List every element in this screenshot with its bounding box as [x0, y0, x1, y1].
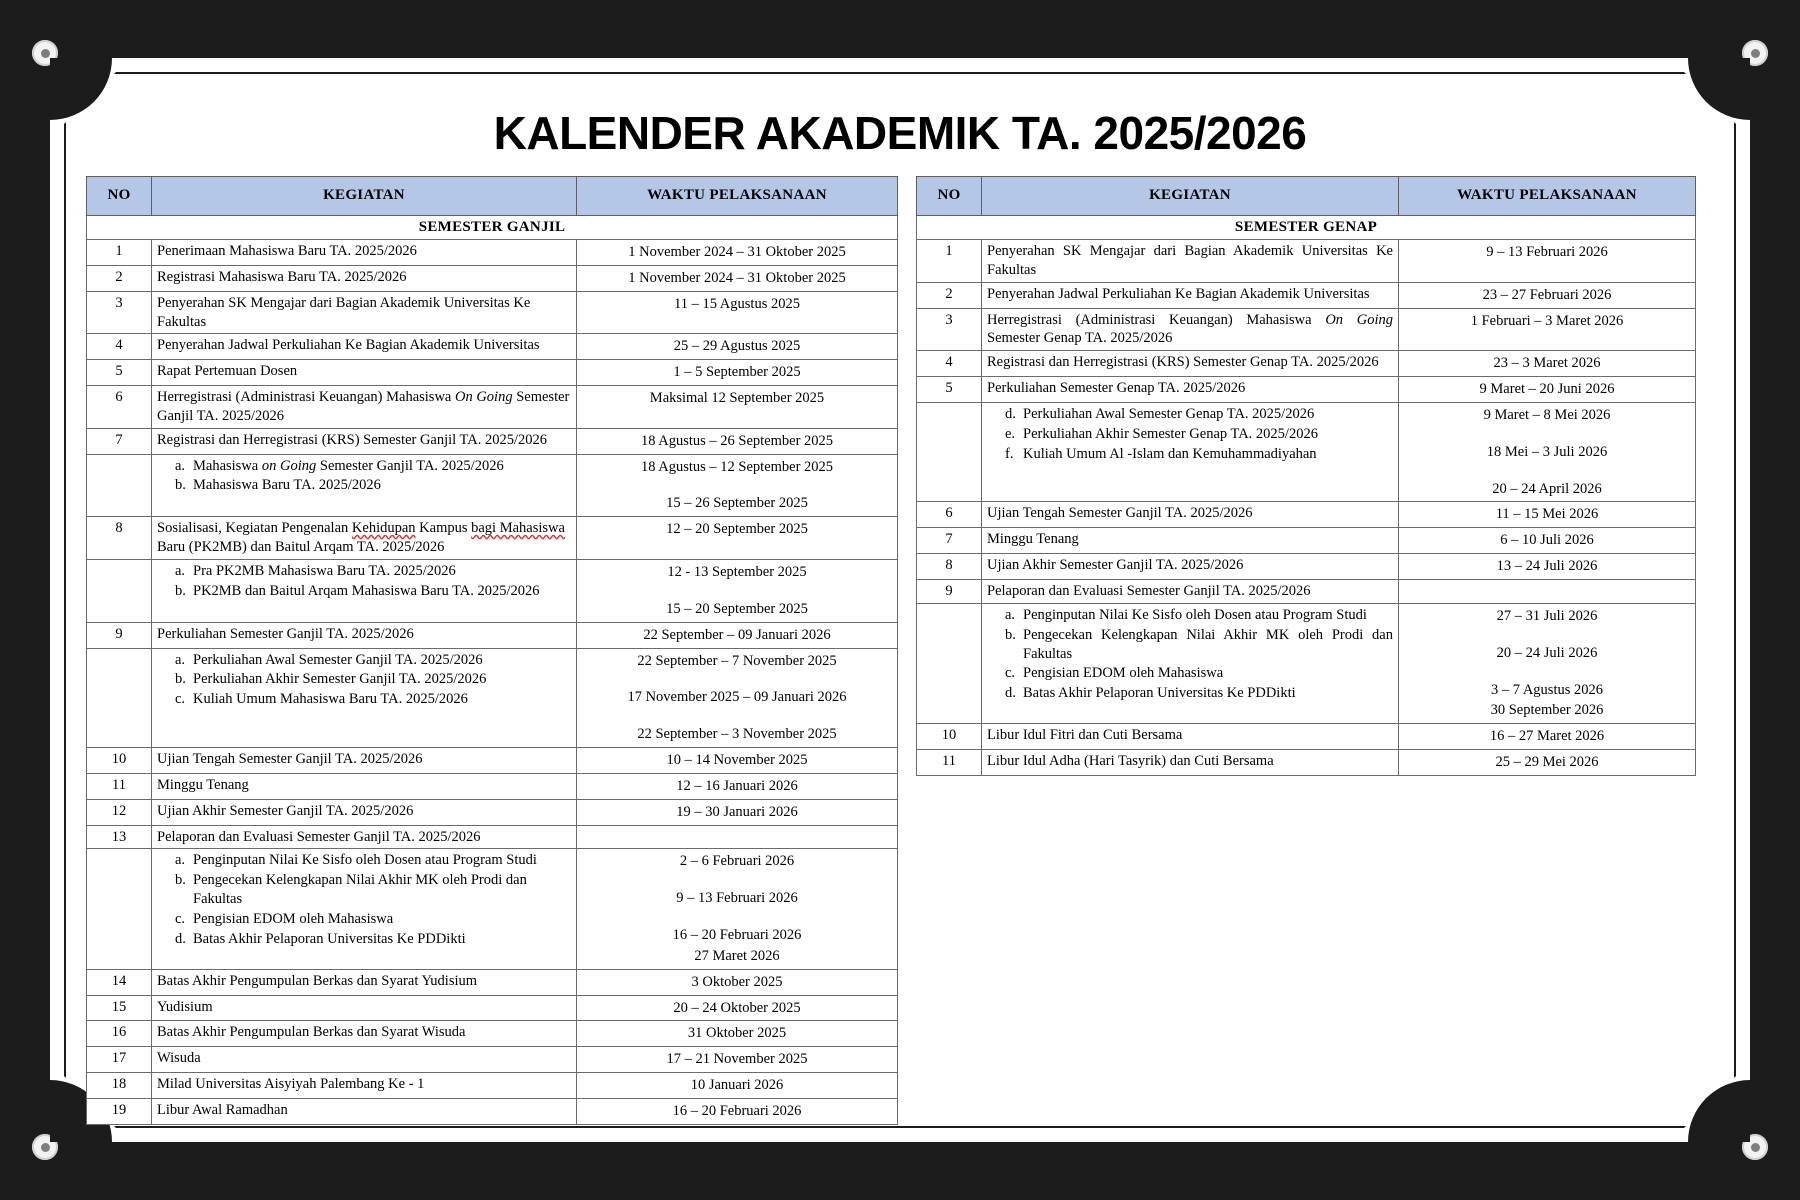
spellcheck-word: bagi Mahasiswa [471, 520, 565, 537]
table-row [917, 402, 1696, 502]
table-row [917, 554, 1696, 580]
cell-activity: Ujian Tengah Semester Ganjil TA. 2025/2026 [982, 502, 1399, 528]
date-value: 9 – 13 Februari 2026 [676, 890, 798, 907]
cell-no: 14 [87, 969, 152, 995]
table-row [87, 799, 898, 825]
cell-time [1399, 724, 1696, 750]
sub-item [157, 930, 571, 949]
table-row [87, 334, 898, 360]
table-row [87, 517, 898, 560]
sub-item-marker: a. [175, 457, 186, 474]
cell-activity: Rapat Pertemuan Dosen [152, 360, 577, 386]
sub-item-marker: b. [175, 872, 186, 889]
cell-no: 18 [87, 1073, 152, 1099]
table-head-genap [917, 177, 1696, 216]
table-header-row [917, 177, 1696, 216]
cell-time [577, 969, 898, 995]
date-value: 9 Maret – 8 Mei 2026 [1483, 406, 1611, 423]
date-value: 16 – 20 Februari 2026 [672, 927, 802, 944]
sub-item [157, 871, 571, 909]
cell-activity [982, 402, 1399, 502]
date-value: Maksimal 12 September 2025 [649, 390, 825, 407]
cell-no [917, 402, 982, 502]
date-value: 10 – 14 November 2025 [666, 752, 808, 769]
table-row [87, 360, 898, 386]
cell-time [577, 386, 898, 429]
date-value: 16 – 27 Maret 2026 [1489, 728, 1605, 745]
column-header-activity: KEGIATAN [982, 177, 1399, 216]
table-row [917, 750, 1696, 776]
table-row [87, 825, 898, 849]
cell-no: 13 [87, 825, 152, 849]
date-value: 20 – 24 Oktober 2025 [673, 999, 801, 1016]
cell-no: 15 [87, 995, 152, 1021]
cell-activity: Herregistrasi (Administrasi Keuangan) Mahasiswa On Going Semester Genap TA. 2025/2026 [982, 308, 1399, 351]
cell-activity: Registrasi dan Herregistrasi (KRS) Semester Genap TA. 2025/2026 [982, 351, 1399, 377]
sub-item-label: Pengecekan Kelengkapan Nilai Akhir MK oleh Prodi dan Fakultas [193, 872, 527, 908]
cell-activity: Milad Universitas Aisyiyah Palembang Ke - 1 [152, 1073, 577, 1099]
cell-activity: Penyerahan Jadwal Perkuliahan Ke Bagian Akademik Universitas [982, 282, 1399, 308]
cell-time [577, 291, 898, 334]
date-value: 19 – 30 Januari 2026 [676, 803, 798, 820]
date-value: 3 Oktober 2025 [691, 973, 783, 990]
sub-item-label: Pengisian EDOM oleh Mahasiswa [193, 910, 394, 927]
cell-activity [152, 454, 577, 517]
sub-item-label: Mahasiswa Baru TA. 2025/2026 [193, 477, 381, 494]
date-value: 23 – 3 Maret 2026 [1493, 355, 1601, 372]
cell-no: 5 [917, 377, 982, 403]
cell-time [1399, 351, 1696, 377]
sub-item-list [157, 851, 571, 948]
sub-item [157, 582, 571, 601]
semester-ganjil-table [86, 176, 898, 1125]
table-row [87, 454, 898, 517]
sub-item-list [157, 457, 571, 496]
date-value: 20 – 24 April 2026 [1492, 480, 1602, 497]
sub-item-marker: d. [1005, 405, 1016, 422]
sub-item-list [157, 562, 571, 601]
date-value: 31 Oktober 2025 [687, 1025, 787, 1042]
cell-no [917, 603, 982, 723]
cell-activity: Minggu Tenang [152, 773, 577, 799]
table-row [917, 351, 1696, 377]
date-value: 22 September – 09 Januari 2026 [643, 626, 831, 643]
table-row [87, 773, 898, 799]
sub-item-marker: a. [175, 651, 186, 668]
sub-item-label: Perkuliahan Awal Semester Ganjil TA. 2025/2026 [193, 651, 483, 668]
semester-banner-row [917, 215, 1696, 240]
table-row [917, 724, 1696, 750]
cell-activity [982, 603, 1399, 723]
table-row [87, 265, 898, 291]
sub-item [987, 445, 1393, 464]
cell-activity: Herregistrasi (Administrasi Keuangan) Mahasiswa On Going Semester Ganjil TA. 2025/2026 [152, 386, 577, 429]
sub-item-label: Mahasiswa on Going Semester Ganjil TA. 2025/2026 [193, 457, 504, 474]
cell-time [1399, 603, 1696, 723]
cell-time [577, 825, 898, 849]
cell-no: 16 [87, 1021, 152, 1047]
cell-no: 17 [87, 1047, 152, 1073]
sub-item-label: Batas Akhir Pelaporan Universitas Ke PDDikti [1023, 685, 1296, 702]
cell-activity: Penyerahan SK Mengajar dari Bagian Akademik Universitas Ke Fakultas [982, 240, 1399, 283]
cell-no: 8 [87, 517, 152, 560]
sub-item-list [987, 405, 1393, 464]
calendar-tables [86, 176, 1714, 1125]
sub-item-marker: c. [175, 691, 186, 708]
cell-time [577, 360, 898, 386]
cell-no: 4 [917, 351, 982, 377]
table-row [87, 1073, 898, 1099]
cell-time [577, 773, 898, 799]
cell-time [577, 622, 898, 648]
date-value: 15 – 26 September 2025 [666, 495, 808, 512]
cell-activity: Pelaporan dan Evaluasi Semester Ganjil TA. 2025/2026 [982, 579, 1399, 603]
table-row [917, 282, 1696, 308]
table-row [917, 579, 1696, 603]
date-value: 27 Maret 2026 [694, 947, 780, 964]
calendar-page [50, 58, 1750, 1142]
table-body-ganjil [87, 215, 898, 1124]
cell-no: 11 [87, 773, 152, 799]
cell-activity: Libur Idul Fitri dan Cuti Bersama [982, 724, 1399, 750]
cell-time [577, 648, 898, 748]
sub-item-label: Penginputan Nilai Ke Sisfo oleh Dosen atau Program Studi [193, 852, 537, 869]
cell-no [87, 849, 152, 969]
semester-banner-label: SEMESTER GANJIL [87, 215, 898, 240]
cell-no: 3 [917, 308, 982, 351]
date-value: 13 – 24 Juli 2026 [1496, 558, 1598, 575]
date-value: 15 – 20 September 2025 [666, 600, 808, 617]
date-value: 25 – 29 Mei 2026 [1495, 754, 1599, 771]
date-value: 17 – 21 November 2025 [666, 1051, 808, 1068]
cell-activity: Penyerahan Jadwal Perkuliahan Ke Bagian Akademik Universitas [152, 334, 577, 360]
cell-time [1399, 240, 1696, 283]
date-value: 12 – 20 September 2025 [666, 521, 808, 538]
sub-item [157, 851, 571, 870]
emphasis-text: on Going [261, 457, 317, 474]
cell-activity: Penerimaan Mahasiswa Baru TA. 2025/2026 [152, 240, 577, 266]
date-value: 25 – 29 Agustus 2025 [673, 338, 801, 355]
sub-item [157, 670, 571, 689]
cell-time [1399, 579, 1696, 603]
cell-activity: Penyerahan SK Mengajar dari Bagian Akademik Universitas Ke Fakultas [152, 291, 577, 334]
page-title: KALENDER AKADEMIK TA. 2025/2026 [493, 107, 1307, 159]
cell-activity: Registrasi dan Herregistrasi (KRS) Semester Ganjil TA. 2025/2026 [152, 428, 577, 454]
sub-item-marker: b. [175, 671, 186, 688]
sub-item-marker: e. [1005, 425, 1016, 442]
cell-no: 12 [87, 799, 152, 825]
cell-activity [152, 559, 577, 622]
date-value: 23 – 27 Februari 2026 [1482, 286, 1612, 303]
table-row [87, 995, 898, 1021]
sub-item-label: Batas Akhir Pelaporan Universitas Ke PDDikti [193, 930, 466, 947]
cell-no: 5 [87, 360, 152, 386]
cell-time [577, 1073, 898, 1099]
sub-item-label: Kuliah Umum Al -Islam dan Kemuhammadiyahan [1023, 445, 1317, 462]
cell-time [1399, 554, 1696, 580]
cell-no: 9 [87, 622, 152, 648]
column-header-no: NO [87, 177, 152, 216]
table-row [87, 648, 898, 748]
cell-time [577, 1047, 898, 1073]
semester-banner-label: SEMESTER GENAP [917, 215, 1696, 240]
table-row [87, 559, 898, 622]
table-row [87, 969, 898, 995]
cell-no: 7 [87, 428, 152, 454]
cell-activity [152, 648, 577, 748]
table-row [917, 308, 1696, 351]
table-row [87, 849, 898, 969]
date-value: 11 – 15 Mei 2026 [1495, 506, 1599, 523]
date-value: 9 Maret – 20 Juni 2026 [1479, 381, 1615, 398]
table-row [87, 1047, 898, 1073]
cell-no: 9 [917, 579, 982, 603]
cell-time [577, 1099, 898, 1125]
cell-time [577, 334, 898, 360]
sub-item [157, 910, 571, 929]
cell-time [577, 799, 898, 825]
date-value: 3 – 7 Agustus 2026 [1491, 681, 1603, 698]
table-row [87, 291, 898, 334]
sub-item-marker: c. [1005, 665, 1016, 682]
cell-no: 10 [917, 724, 982, 750]
date-value: 6 – 10 Juli 2026 [1500, 532, 1594, 549]
cell-time [1399, 750, 1696, 776]
semester-banner-row [87, 215, 898, 240]
table-row [87, 1021, 898, 1047]
table-row [87, 428, 898, 454]
table-header-row [87, 177, 898, 216]
cell-activity: Perkuliahan Semester Ganjil TA. 2025/2026 [152, 622, 577, 648]
date-value: 2 – 6 Februari 2026 [679, 853, 795, 870]
cell-no: 1 [87, 240, 152, 266]
cell-time [577, 240, 898, 266]
date-value: 30 September 2026 [1490, 702, 1604, 719]
column-header-time: WAKTU PELAKSANAAN [577, 177, 898, 216]
cell-activity: Registrasi Mahasiswa Baru TA. 2025/2026 [152, 265, 577, 291]
sub-item [157, 690, 571, 709]
table-row [917, 240, 1696, 283]
cell-time [1399, 377, 1696, 403]
date-value: 27 – 31 Juli 2026 [1496, 607, 1598, 624]
sub-item-marker: d. [175, 930, 186, 947]
cell-no [87, 648, 152, 748]
cell-activity: Minggu Tenang [982, 528, 1399, 554]
sub-item-marker: b. [175, 582, 186, 599]
sub-item [987, 425, 1393, 444]
sub-item-marker: f. [1005, 445, 1014, 462]
date-value: 1 – 5 September 2025 [673, 364, 801, 381]
table-body-genap [917, 215, 1696, 775]
date-value: 20 – 24 Juli 2026 [1496, 644, 1598, 661]
sub-item [987, 626, 1393, 664]
date-value: 22 September – 3 November 2025 [637, 726, 837, 743]
cell-activity: Perkuliahan Semester Genap TA. 2025/2026 [982, 377, 1399, 403]
cell-no: 7 [917, 528, 982, 554]
cell-no: 3 [87, 291, 152, 334]
cell-no [87, 559, 152, 622]
cell-time [577, 559, 898, 622]
table-row [87, 1099, 898, 1125]
cell-no: 10 [87, 748, 152, 774]
cell-no [87, 454, 152, 517]
emphasis-text: On Going [454, 389, 513, 406]
sub-item-marker: b. [175, 477, 186, 494]
cell-time [577, 748, 898, 774]
cell-activity: Ujian Akhir Semester Ganjil TA. 2025/2026 [152, 799, 577, 825]
cell-time [1399, 402, 1696, 502]
cell-no: 2 [917, 282, 982, 308]
cell-activity: Batas Akhir Pengumpulan Berkas dan Syarat Yudisium [152, 969, 577, 995]
date-value: 1 November 2024 – 31 Oktober 2025 [628, 244, 846, 260]
cell-time [1399, 308, 1696, 351]
date-value: 10 Januari 2026 [690, 1077, 784, 1094]
cell-activity: Sosialisasi, Kegiatan Pengenalan Kehidupan Kampus bagi Mahasiswa Baru (PK2MB) dan Baitul Arqam TA. 2025/2026 [152, 517, 577, 560]
cell-activity: Wisuda [152, 1047, 577, 1073]
table-row [917, 528, 1696, 554]
cell-activity: Ujian Tengah Semester Ganjil TA. 2025/2026 [152, 748, 577, 774]
table-row [917, 502, 1696, 528]
cell-no: 19 [87, 1099, 152, 1125]
sub-item [987, 606, 1393, 625]
cell-time [577, 454, 898, 517]
sub-item-label: Pengecekan Kelengkapan Nilai Akhir MK oleh Prodi dan Fakultas [1023, 626, 1393, 662]
table-head-ganjil [87, 177, 898, 216]
sub-item-list [157, 651, 571, 710]
cell-time [577, 995, 898, 1021]
table-row [87, 240, 898, 266]
table-row [917, 377, 1696, 403]
cell-time [577, 849, 898, 969]
cell-activity: Yudisium [152, 995, 577, 1021]
date-value: 18 Agustus – 26 September 2025 [640, 432, 834, 449]
sub-item-marker: a. [175, 562, 186, 579]
cell-activity: Batas Akhir Pengumpulan Berkas dan Syarat Wisuda [152, 1021, 577, 1047]
date-value: 1 November 2024 – 31 Oktober 2025 [628, 269, 846, 286]
sub-item-marker: b. [1005, 626, 1016, 643]
table-row [87, 748, 898, 774]
sub-item-marker: a. [175, 852, 186, 869]
cell-no: 6 [87, 386, 152, 429]
sub-item-marker: c. [175, 910, 186, 927]
cell-time [577, 1021, 898, 1047]
column-header-time: WAKTU PELAKSANAAN [1399, 177, 1696, 216]
sub-item [987, 684, 1393, 703]
sub-item-list [987, 606, 1393, 703]
column-header-activity: KEGIATAN [152, 177, 577, 216]
spellcheck-word: Kehidupan [351, 520, 416, 537]
cell-activity: Ujian Akhir Semester Ganjil TA. 2025/2026 [982, 554, 1399, 580]
sub-item-label: PK2MB dan Baitul Arqam Mahasiswa Baru TA. 2025/2026 [193, 582, 540, 599]
date-value: 12 - 13 September 2025 [667, 563, 807, 580]
cell-time [1399, 502, 1696, 528]
cell-activity: Libur Awal Ramadhan [152, 1099, 577, 1125]
sub-item-marker: d. [1005, 685, 1016, 702]
cell-activity: Libur Idul Adha (Hari Tasyrik) dan Cuti Bersama [982, 750, 1399, 776]
table-row [87, 386, 898, 429]
table-row [917, 603, 1696, 723]
sub-item-label: Penginputan Nilai Ke Sisfo oleh Dosen atau Program Studi [1023, 606, 1367, 623]
semester-genap-table [916, 176, 1696, 776]
cell-activity: Pelaporan dan Evaluasi Semester Ganjil TA. 2025/2026 [152, 825, 577, 849]
date-value: 9 – 13 Februari 2026 [1486, 244, 1608, 260]
cell-time [577, 265, 898, 291]
cell-no: 2 [87, 265, 152, 291]
emphasis-text: On Going [1325, 311, 1393, 328]
cell-no: 1 [917, 240, 982, 283]
date-value: 12 – 16 Januari 2026 [676, 777, 798, 794]
cell-time [577, 517, 898, 560]
cell-no: 6 [917, 502, 982, 528]
date-value: 1 Februari – 3 Maret 2026 [1470, 312, 1624, 329]
date-value: 18 Agustus – 12 September 2025 [640, 458, 834, 475]
sub-item-marker: a. [1005, 606, 1016, 623]
cell-time [577, 428, 898, 454]
sub-item [157, 457, 571, 476]
column-header-no: NO [917, 177, 982, 216]
sub-item [987, 664, 1393, 683]
date-value: 16 – 20 Februari 2026 [672, 1103, 802, 1119]
sub-item-label: Perkuliahan Akhir Semester Ganjil TA. 2025/2026 [193, 671, 487, 688]
cell-no: 8 [917, 554, 982, 580]
cell-no: 11 [917, 750, 982, 776]
date-value: 18 Mei – 3 Juli 2026 [1486, 443, 1608, 460]
sub-item [157, 562, 571, 581]
table-row [87, 622, 898, 648]
date-value: 22 September – 7 November 2025 [637, 652, 837, 669]
sub-item [157, 476, 571, 495]
date-value: 11 – 15 Agustus 2025 [674, 295, 800, 312]
sub-item [987, 405, 1393, 424]
cell-activity [152, 849, 577, 969]
sub-item-label: Perkuliahan Akhir Semester Genap TA. 2025/2026 [1023, 425, 1318, 442]
cell-no: 4 [87, 334, 152, 360]
sub-item-label: Pra PK2MB Mahasiswa Baru TA. 2025/2026 [193, 562, 456, 579]
cell-time [1399, 528, 1696, 554]
sub-item-label: Pengisian EDOM oleh Mahasiswa [1023, 665, 1224, 682]
sub-item [157, 651, 571, 670]
cell-time [1399, 282, 1696, 308]
date-value: 17 November 2025 – 09 Januari 2026 [627, 689, 847, 706]
sub-item-label: Kuliah Umum Mahasiswa Baru TA. 2025/2026 [193, 691, 468, 708]
sub-item-label: Perkuliahan Awal Semester Genap TA. 2025/2026 [1023, 405, 1315, 422]
